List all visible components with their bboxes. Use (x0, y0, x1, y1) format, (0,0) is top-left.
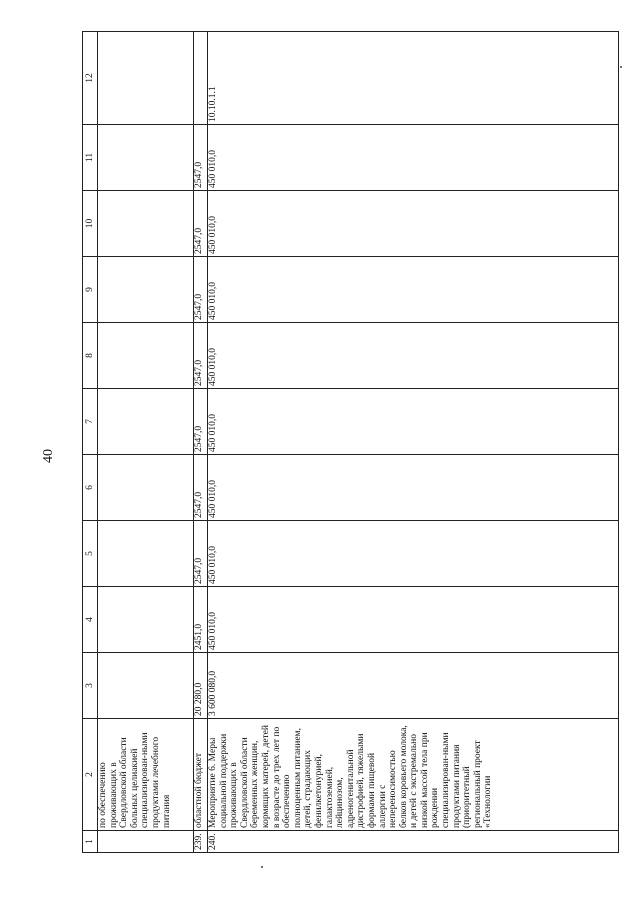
table-cell: 10.10.1.1 (208, 32, 619, 125)
table-cell: 2547,0 (194, 125, 208, 191)
header-cell: 8 (83, 323, 98, 389)
table-cell: 3 600 080,0 (208, 653, 619, 719)
header-cell: 12 (83, 32, 98, 125)
table-cell: 2451,0 (194, 587, 208, 653)
table-cell (98, 257, 194, 323)
table-cell: 450 010,0 (208, 125, 619, 191)
table-cell (98, 653, 194, 719)
row-number: 239. (194, 831, 208, 853)
table-cell: 450 010,0 (208, 521, 619, 587)
table-cell: 450 010,0 (208, 455, 619, 521)
table-cell: 450 010,0 (208, 257, 619, 323)
table-cell (98, 32, 194, 125)
header-cell: 9 (83, 257, 98, 323)
row-title: Мероприятие 6. Меры социальной поддержки проживающих в Свердловской области беременных женщин, кормящих матерей, детей в возрасте до трех лет по обеспечению полноценным питанием, детей, страдающих фенилкетонурией, галактоземией, лейцинозом, адреногенитальной дистрофией, тяжелыми формами пищевой аллергии с непереносимостью белков коровьего молока, и детей с экстремально низкой массой тела при рождении специализирован-ными продуктами питания (приоритетный региональный проект «Технологии (208, 719, 619, 831)
table-cell (98, 521, 194, 587)
header-cell: 1 (83, 831, 98, 853)
table-cell: 2547,0 (194, 389, 208, 455)
header-cell: 2 (83, 719, 98, 831)
header-cell: 5 (83, 521, 98, 587)
rotated-table-container (82, 48, 619, 853)
table-cell (98, 125, 194, 191)
table-cell: 450 010,0 (208, 587, 619, 653)
row-number: 240. (208, 831, 619, 853)
header-cell: 10 (83, 191, 98, 257)
table-cell (98, 455, 194, 521)
header-cell: 11 (83, 125, 98, 191)
page-number: 40 (41, 449, 56, 463)
row-number (98, 831, 194, 853)
table-cell: 450 010,0 (208, 323, 619, 389)
table-cell: 450 010,0 (208, 389, 619, 455)
row-title: областной бюджет (194, 719, 208, 831)
table-cell: 2547,0 (194, 191, 208, 257)
table-cell: 2547,0 (194, 323, 208, 389)
table-cell (98, 191, 194, 257)
table-cell: 450 010,0 (208, 191, 619, 257)
row-title: по обеспечению проживающих в Свердловской области больных целиакией специализирован-ными продуктами лечебного питания (98, 719, 194, 831)
table-cell (194, 32, 208, 125)
program-table (82, 31, 619, 853)
table-row (98, 32, 194, 853)
table-cell: 2547,0 (194, 521, 208, 587)
table-row (194, 32, 208, 853)
scan-speck (261, 866, 263, 868)
header-row (83, 32, 98, 853)
table-row (208, 32, 619, 853)
scan-speck (620, 66, 622, 68)
table-cell (98, 323, 194, 389)
table-cell (98, 587, 194, 653)
header-cell: 4 (83, 587, 98, 653)
table-cell (98, 389, 194, 455)
header-cell: 7 (83, 389, 98, 455)
header-cell: 6 (83, 455, 98, 521)
table-cell: 2547,0 (194, 257, 208, 323)
table-cell: 2547,0 (194, 455, 208, 521)
header-cell: 3 (83, 653, 98, 719)
table-cell: 20 280,0 (194, 653, 208, 719)
